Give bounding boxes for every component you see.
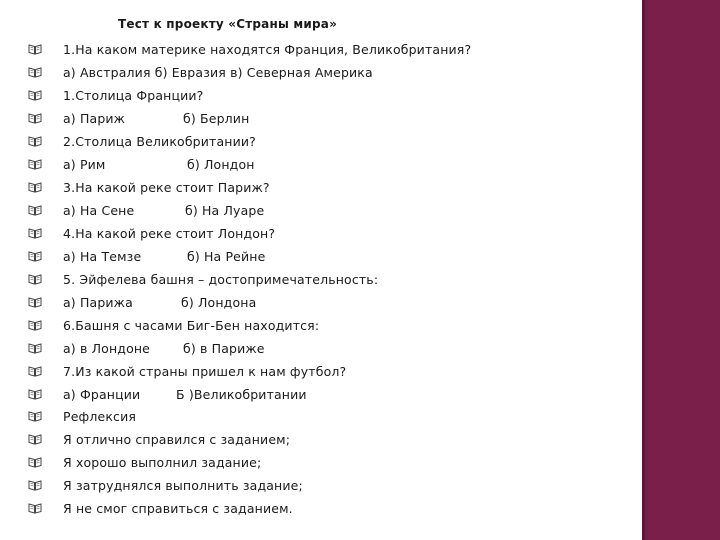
- list-item-text: 1.Столица Франции?: [63, 87, 204, 103]
- book-icon: [27, 64, 43, 80]
- list-item-text: 2.Столица Великобритании?: [63, 133, 256, 149]
- book-icon: [27, 431, 43, 447]
- answer-b: б) Берлин: [183, 110, 250, 126]
- book-icon: [27, 179, 43, 195]
- list-item: [27, 85, 203, 105]
- list-item: [27, 475, 303, 495]
- book-icon: [27, 271, 43, 287]
- list-item-text: 6.Башня с часами Биг-Бен находится:: [63, 317, 320, 333]
- list-item: [27, 200, 265, 220]
- answer-b: Б )Великобритании: [176, 386, 307, 402]
- slide-title: Тест к проекту «Страны мира»: [118, 17, 338, 31]
- book-icon: [27, 225, 43, 241]
- answer-a: а) Франции: [63, 386, 141, 402]
- list-item: [27, 361, 346, 381]
- list-item: [27, 223, 275, 243]
- answer-b: б) Лондон: [187, 156, 255, 172]
- list-item: [27, 429, 290, 449]
- book-icon: [27, 202, 43, 218]
- book-icon: [27, 500, 43, 516]
- sidebar-edge: [642, 0, 645, 540]
- list-item: [27, 108, 250, 128]
- list-item: [27, 292, 257, 312]
- list-item-text: 1.На каком материке находятся Франция, Великобритания?: [63, 41, 472, 57]
- list-item: [27, 406, 136, 426]
- book-icon: [27, 87, 43, 103]
- book-icon: [27, 156, 43, 172]
- list-item: [27, 131, 256, 151]
- book-icon: [27, 317, 43, 333]
- list-item-text: Я отлично справился с заданием;: [63, 431, 291, 447]
- book-icon: [27, 363, 43, 379]
- list-item: [27, 269, 378, 289]
- list-item: [27, 154, 255, 174]
- book-icon: [27, 477, 43, 493]
- list-item-text: 3.На какой реке стоит Париж?: [63, 179, 270, 195]
- answer-b: б) Лондона: [181, 294, 257, 310]
- list-item-text: 5. Эйфелева башня – достопримечательность:: [63, 271, 379, 287]
- list-item-text: 7.Из какой страны пришел к нам футбол?: [63, 363, 347, 379]
- book-icon: [27, 340, 43, 356]
- list-item: [27, 39, 471, 59]
- list-item: [27, 384, 307, 404]
- list-item-text: Рефлексия: [63, 408, 137, 424]
- list-item-text: 4.На какой реке стоит Лондон?: [63, 225, 276, 241]
- list-item: [27, 338, 265, 358]
- list-item: [27, 62, 373, 82]
- book-icon: [27, 408, 43, 424]
- book-icon: [27, 294, 43, 310]
- list-item: [27, 246, 266, 266]
- answer-a: а) На Темзе: [63, 248, 142, 264]
- answer-b: б) На Луаре: [185, 202, 265, 218]
- book-icon: [27, 454, 43, 470]
- book-icon: [27, 248, 43, 264]
- list-item: [27, 177, 270, 197]
- list-item-text: Я хорошо выполнил задание;: [63, 454, 262, 470]
- answer-a: а) На Сене: [63, 202, 135, 218]
- list-item-text: а) Австралия б) Евразия в) Северная Америка: [63, 64, 373, 80]
- book-icon: [27, 133, 43, 149]
- answer-a: а) Париж: [63, 110, 126, 126]
- accent-sidebar: [640, 0, 720, 540]
- list-item: [27, 315, 319, 335]
- answer-a: а) Рим: [63, 156, 106, 172]
- list-item: [27, 498, 293, 518]
- answer-a: а) Парижа: [63, 294, 133, 310]
- list-item-text: Я затруднялся выполнить задание;: [63, 477, 303, 493]
- list-item-text: Я не смог справиться с заданием.: [63, 500, 293, 516]
- list-item: [27, 452, 261, 472]
- book-icon: [27, 386, 43, 402]
- answer-b: б) в Париже: [183, 340, 265, 356]
- answer-a: а) в Лондоне: [63, 340, 151, 356]
- book-icon: [27, 110, 43, 126]
- book-icon: [27, 41, 43, 57]
- answer-b: б) На Рейне: [187, 248, 266, 264]
